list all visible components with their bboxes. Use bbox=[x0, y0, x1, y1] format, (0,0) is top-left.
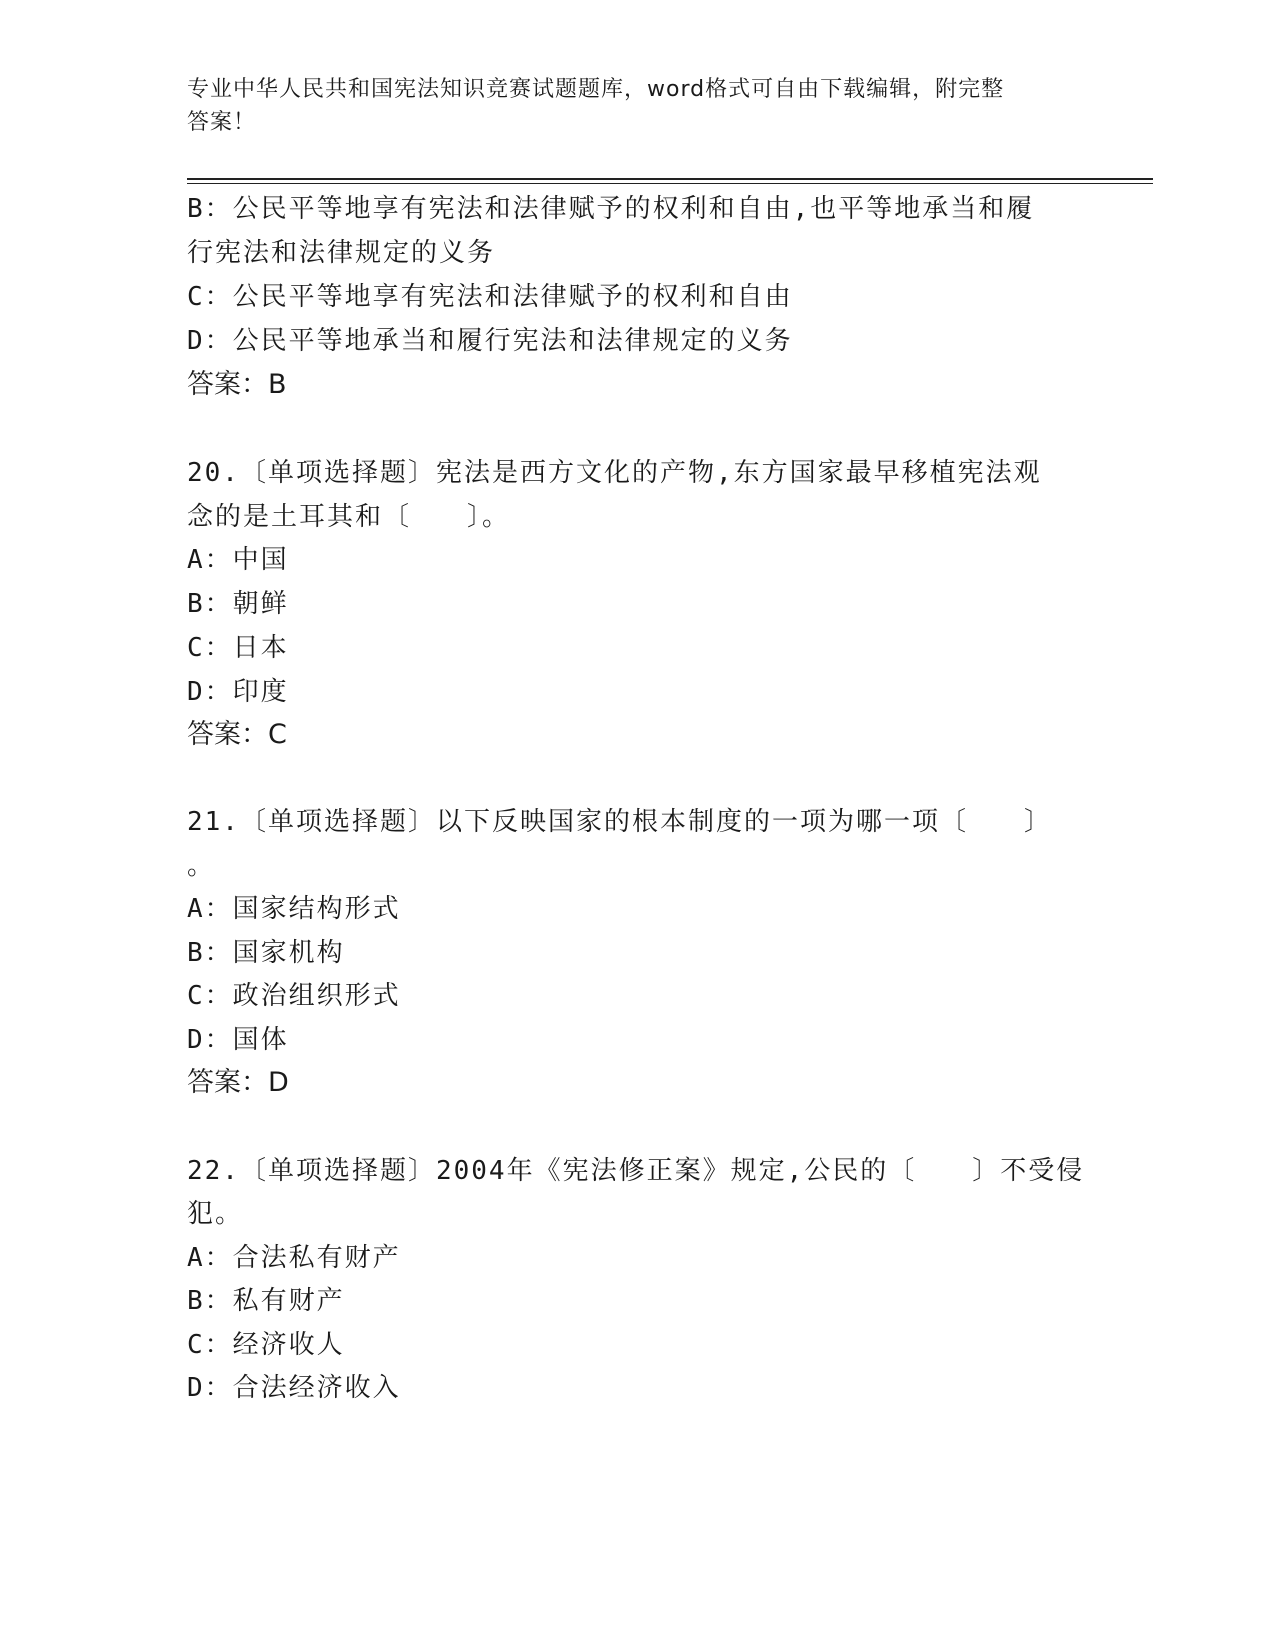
option-c: C：政治组织形式 bbox=[187, 981, 401, 1011]
option-b: B：私有财产 bbox=[187, 1286, 345, 1316]
option-a: A：合法私有财产 bbox=[187, 1243, 401, 1273]
option-c: C：公民平等地享有宪法和法律赋予的权利和自由 bbox=[187, 282, 793, 312]
option-c: C：经济收人 bbox=[187, 1330, 345, 1360]
option-c: C：日本 bbox=[187, 633, 289, 663]
question-stem-line-1: 20.〔单项选择题〕宪法是西方文化的产物,东方国家最早移植宪法观 bbox=[187, 458, 1042, 488]
option-a: A：国家结构形式 bbox=[187, 894, 401, 924]
option-d: D：合法经济收入 bbox=[187, 1373, 401, 1403]
header-rule-thick bbox=[187, 178, 1153, 180]
option-b-line-1: B：公民平等地享有宪法和法律赋予的权利和自由,也平等地承当和履 bbox=[187, 194, 1035, 224]
header-rule-thin bbox=[187, 183, 1153, 184]
question-stem-line-2: 。 bbox=[187, 851, 216, 881]
question-stem-line-2: 犯。 bbox=[187, 1199, 244, 1229]
question-stem-line-1: 22.〔单项选择题〕2004年《宪法修正案》规定,公民的〔 〕不受侵 bbox=[187, 1156, 1085, 1186]
option-b: B：国家机构 bbox=[187, 938, 345, 968]
option-d: D：国体 bbox=[187, 1025, 289, 1055]
option-b-line-2: 行宪法和法律规定的义务 bbox=[187, 238, 496, 268]
option-d: D：印度 bbox=[187, 677, 289, 707]
option-b: B：朝鲜 bbox=[187, 589, 289, 619]
question-stem-line-2: 念的是土耳其和〔 〕。 bbox=[187, 502, 511, 532]
header-line-2: 答案！ bbox=[187, 110, 257, 135]
option-a: A：中国 bbox=[187, 545, 289, 575]
document-header bbox=[187, 73, 1067, 139]
answer: 答案：B bbox=[187, 369, 287, 400]
header-line-1: 专业中华人民共和国宪法知识竞赛试题题库，word格式可自由下载编辑，附完整 bbox=[187, 77, 1005, 102]
option-d: D：公民平等地承当和履行宪法和法律规定的义务 bbox=[187, 326, 793, 356]
answer: 答案：C bbox=[187, 719, 287, 750]
answer: 答案：D bbox=[187, 1067, 289, 1098]
question-stem-line-1: 21.〔单项选择题〕以下反映国家的根本制度的一项为哪一项〔 〕 bbox=[187, 807, 1052, 837]
